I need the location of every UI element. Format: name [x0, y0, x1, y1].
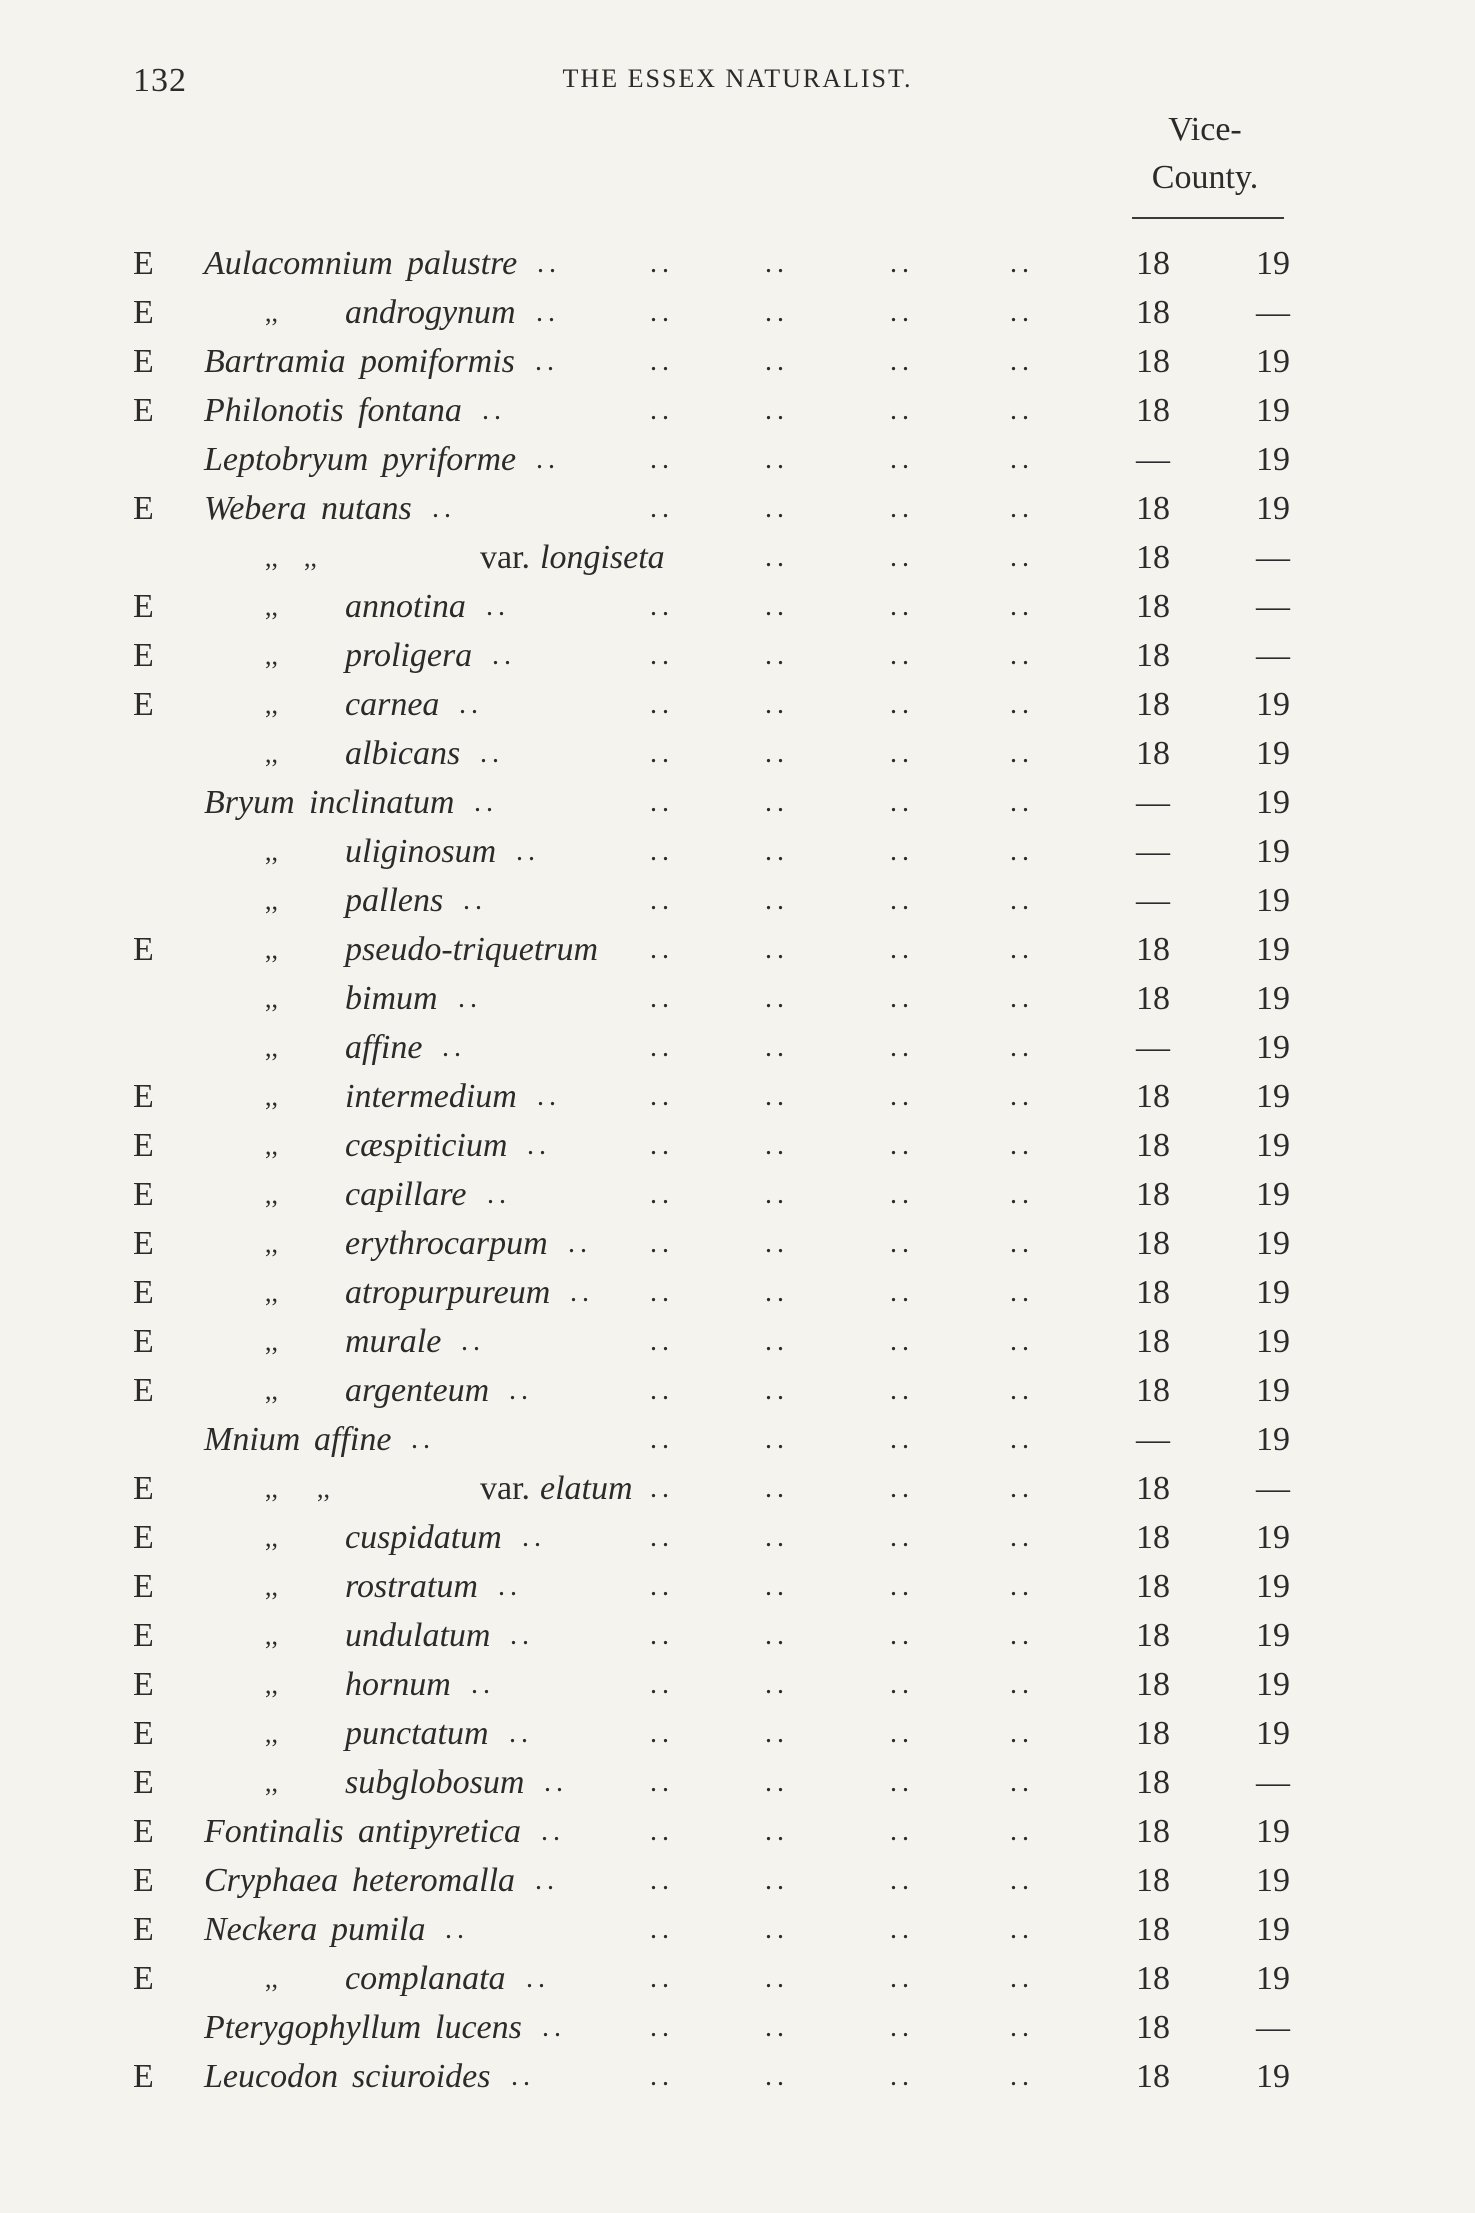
- vice-county-19-cell: 19: [1256, 490, 1290, 527]
- species-name: affine: [345, 1029, 423, 1066]
- species-name: affine: [314, 1421, 392, 1458]
- table-row: ,, albicans .. .. .. .. .. 18 19: [0, 729, 1475, 778]
- species-name: antipyretica: [358, 1813, 522, 1850]
- table-row: E ,, capillare .. .. .. .. .. 18 19: [0, 1170, 1475, 1219]
- vice-county-18-cell: 18: [1136, 1372, 1170, 1409]
- table-row: E ,, annotina .. .. .. .. .. 18 —: [0, 582, 1475, 631]
- vice-county-18-cell: 18: [1136, 1127, 1170, 1164]
- essex-mark: E: [133, 1519, 154, 1556]
- species-name: cæspiticium: [345, 1127, 508, 1164]
- essex-mark: E: [133, 931, 154, 968]
- table-row: Pterygophyllum lucens .. .. .. .. .. 18 —: [0, 2003, 1475, 2052]
- table-row: E ,, rostratum .. .. .. .. .. 18 19: [0, 1562, 1475, 1611]
- essex-mark: E: [133, 1862, 154, 1899]
- vice-county-19-cell: 19: [1256, 980, 1290, 1017]
- table-row: E ,, androgynum .. .. .. .. .. 18 —: [0, 288, 1475, 337]
- table-row: ,, pallens .. .. .. .. .. — 19: [0, 876, 1475, 925]
- table-row: E ,, undulatum .. .. .. .. .. 18 19: [0, 1611, 1475, 1660]
- vice-county-18-cell: —: [1136, 1029, 1170, 1066]
- ditto-mark: ,,: [265, 984, 278, 1013]
- essex-mark: E: [133, 686, 154, 723]
- vice-county-18-cell: 18: [1136, 1568, 1170, 1605]
- table-row: E ,, pseudo-triquetrum .. .. .. .. 18 19: [0, 925, 1475, 974]
- vice-county-18-cell: 18: [1136, 1862, 1170, 1899]
- genus-name: Bryum: [204, 784, 295, 821]
- table-row: E Aulacomnium palustre .. .. .. .. .. 18 19: [0, 239, 1475, 288]
- ditto-mark: ,,: [265, 1621, 278, 1650]
- vice-county-19-cell: —: [1256, 539, 1290, 576]
- ditto-mark: ,,: [265, 1229, 278, 1258]
- ditto-mark: ,,: [265, 1180, 278, 1209]
- table-row: E ,, erythrocarpum .. .. .. .. .. 18 19: [0, 1219, 1475, 1268]
- vice-county-18-cell: —: [1136, 784, 1170, 821]
- essex-mark: E: [133, 1960, 154, 1997]
- vice-county-18-cell: 18: [1136, 1274, 1170, 1311]
- species-name: proligera: [345, 637, 473, 674]
- vice-county-19-cell: —: [1256, 637, 1290, 674]
- essex-mark: E: [133, 1715, 154, 1752]
- vice-county-19-cell: 19: [1256, 245, 1290, 282]
- vice-county-18-cell: 18: [1136, 588, 1170, 625]
- table-row: ,, ,, var. longiseta .. .. .. 18 —: [0, 533, 1475, 582]
- vice-county-18-cell: 18: [1136, 245, 1170, 282]
- ditto-mark: ,,: [265, 592, 278, 621]
- vice-county-19-cell: 19: [1256, 1519, 1290, 1556]
- ditto-mark: ,,: [265, 1033, 278, 1062]
- vice-county-18-cell: 18: [1136, 392, 1170, 429]
- ditto-mark: ,,: [265, 1768, 278, 1797]
- essex-mark: E: [133, 392, 154, 429]
- vice-county-18-cell: 18: [1136, 343, 1170, 380]
- ditto-mark: ,,: [265, 1278, 278, 1307]
- genus-name: Webera: [204, 490, 307, 527]
- species-name: heteromalla: [352, 1862, 516, 1899]
- variety-label: var.: [480, 539, 531, 576]
- vice-county-18-cell: 18: [1136, 637, 1170, 674]
- vice-county-18-cell: —: [1136, 882, 1170, 919]
- vice-county-19-cell: 19: [1256, 1960, 1290, 1997]
- ditto-mark: ,,: [265, 1082, 278, 1111]
- species-name: inclinatum: [309, 784, 455, 821]
- vice-county-19-cell: 19: [1256, 1127, 1290, 1164]
- vice-county-18-cell: 18: [1136, 1666, 1170, 1703]
- table-row: E ,, cæspiticium .. .. .. .. .. 18 19: [0, 1121, 1475, 1170]
- vice-county-18-cell: 18: [1136, 294, 1170, 331]
- table-row: E Fontinalis antipyretica .. .. .. .. .. 18 19: [0, 1807, 1475, 1856]
- vice-county-18-cell: 18: [1136, 539, 1170, 576]
- vice-county-19-cell: —: [1256, 1764, 1290, 1801]
- essex-mark: E: [133, 1372, 154, 1409]
- table-row: E ,, hornum .. .. .. .. .. 18 19: [0, 1660, 1475, 1709]
- species-name: fontana: [358, 392, 462, 429]
- table-row: ,, bimum .. .. .. .. .. 18 19: [0, 974, 1475, 1023]
- species-name: argenteum: [345, 1372, 490, 1409]
- species-name: pallens: [345, 882, 444, 919]
- species-name: intermedium: [345, 1078, 517, 1115]
- vice-county-19-cell: 19: [1256, 1029, 1290, 1066]
- genus-name: Cryphaea: [204, 1862, 339, 1899]
- ditto-mark: ,,: [265, 1131, 278, 1160]
- species-name: cuspidatum: [345, 1519, 502, 1556]
- vice-county-18-cell: 18: [1136, 1715, 1170, 1752]
- vice-county-18-cell: 18: [1136, 980, 1170, 1017]
- vice-county-18-cell: 18: [1136, 1519, 1170, 1556]
- ditto-mark: ,,: [265, 1523, 278, 1552]
- table-row: E ,, intermedium .. .. .. .. .. 18 19: [0, 1072, 1475, 1121]
- vice-county-19-cell: 19: [1256, 2058, 1290, 2095]
- vice-county-19-cell: 19: [1256, 784, 1290, 821]
- vice-county-19-cell: 19: [1256, 1715, 1290, 1752]
- essex-mark: E: [133, 1617, 154, 1654]
- species-name: annotina: [345, 588, 466, 625]
- heading-rule: [1132, 217, 1284, 219]
- vice-county-19-cell: 19: [1256, 441, 1290, 478]
- essex-mark: E: [133, 1764, 154, 1801]
- vice-county-18-cell: 18: [1136, 735, 1170, 772]
- species-name: nutans: [321, 490, 412, 527]
- vice-county-18-cell: 18: [1136, 931, 1170, 968]
- ditto-mark: ,,: [265, 1719, 278, 1748]
- essex-mark: E: [133, 245, 154, 282]
- table-row: E ,, carnea .. .. .. .. .. 18 19: [0, 680, 1475, 729]
- essex-mark: E: [133, 1127, 154, 1164]
- genus-name: Mnium: [204, 1421, 301, 1458]
- species-name: atropurpureum: [345, 1274, 551, 1311]
- vice-county-18-cell: 18: [1136, 1176, 1170, 1213]
- table-row: E ,, subglobosum .. .. .. .. .. 18 —: [0, 1758, 1475, 1807]
- species-name: pseudo-triquetrum: [345, 931, 599, 968]
- vice-county-18-cell: 18: [1136, 686, 1170, 723]
- vice-county-18-cell: 18: [1136, 2058, 1170, 2095]
- species-name: undulatum: [345, 1617, 491, 1654]
- species-name: sciuroides: [352, 2058, 491, 2095]
- vice-county-19-cell: 19: [1256, 343, 1290, 380]
- vice-county-19-cell: 19: [1256, 882, 1290, 919]
- table-row: E Leucodon sciuroides .. .. .. .. .. 18 19: [0, 2052, 1475, 2101]
- species-name: carnea: [345, 686, 440, 723]
- vice-county-19-cell: —: [1256, 588, 1290, 625]
- ditto-mark: ,,: [265, 1670, 278, 1699]
- species-name: pomiformis: [360, 343, 515, 380]
- vice-county-18-cell: 18: [1136, 1078, 1170, 1115]
- variety-name: elatum: [540, 1470, 633, 1507]
- table-row: E Webera nutans .. .. .. .. .. 18 19: [0, 484, 1475, 533]
- variety-label: var.: [480, 1470, 531, 1507]
- vice-county-19-cell: —: [1256, 1470, 1290, 1507]
- vice-county-18-cell: 18: [1136, 1813, 1170, 1850]
- species-name: lucens: [435, 2009, 522, 2046]
- essex-mark: E: [133, 1176, 154, 1213]
- essex-mark: E: [133, 1225, 154, 1262]
- species-name: punctatum: [345, 1715, 489, 1752]
- table-row: Mnium affine .. .. .. .. .. — 19: [0, 1415, 1475, 1464]
- species-name: palustre: [407, 245, 518, 282]
- vice-county-19-cell: —: [1256, 294, 1290, 331]
- essex-mark: E: [133, 294, 154, 331]
- table-row: E ,, murale .. .. .. .. .. 18 19: [0, 1317, 1475, 1366]
- vice-county-19-cell: 19: [1256, 735, 1290, 772]
- species-name: pumila: [331, 1911, 426, 1948]
- vice-county-18-cell: 18: [1136, 1225, 1170, 1262]
- vice-county-19-cell: 19: [1256, 1911, 1290, 1948]
- species-name: subglobosum: [345, 1764, 525, 1801]
- essex-mark: E: [133, 490, 154, 527]
- vice-county-18-cell: 18: [1136, 490, 1170, 527]
- table-row: E ,, atropurpureum .. .. .. .. .. 18 19: [0, 1268, 1475, 1317]
- table-row: E ,, punctatum .. .. .. .. .. 18 19: [0, 1709, 1475, 1758]
- species-name: rostratum: [345, 1568, 478, 1605]
- ditto-mark: ,,: [265, 886, 278, 915]
- vice-county-19-cell: 19: [1256, 1813, 1290, 1850]
- species-name: albicans: [345, 735, 461, 772]
- genus-name: Bartramia: [204, 343, 346, 380]
- species-name: capillare: [345, 1176, 467, 1213]
- vice-county-18-cell: —: [1136, 1421, 1170, 1458]
- vice-county-18-cell: 18: [1136, 1323, 1170, 1360]
- table-row: E Bartramia pomiformis .. .. .. .. .. 18 19: [0, 337, 1475, 386]
- running-title: THE ESSEX NATURALIST.: [562, 64, 913, 93]
- essex-mark: E: [133, 1911, 154, 1948]
- vice-county-heading-line2: County.: [1151, 159, 1259, 196]
- vice-county-19-cell: —: [1256, 2009, 1290, 2046]
- genus-name: Leptobryum: [204, 441, 369, 478]
- vice-county-18-cell: —: [1136, 441, 1170, 478]
- ditto-mark: ,,: [265, 739, 278, 768]
- vice-county-18-cell: —: [1136, 833, 1170, 870]
- genus-name: Neckera: [204, 1911, 318, 1948]
- essex-mark: E: [133, 1323, 154, 1360]
- vice-county-19-cell: 19: [1256, 1862, 1290, 1899]
- table-row: E ,, proligera .. .. .. .. .. 18 —: [0, 631, 1475, 680]
- vice-county-18-cell: 18: [1136, 1764, 1170, 1801]
- table-row: E Philonotis fontana .. .. .. .. .. 18 19: [0, 386, 1475, 435]
- essex-mark: E: [133, 1470, 154, 1507]
- species-name: uliginosum: [345, 833, 497, 870]
- table-row: Bryum inclinatum .. .. .. .. .. — 19: [0, 778, 1475, 827]
- table-row: ,, uliginosum .. .. .. .. .. — 19: [0, 827, 1475, 876]
- ditto-mark: ,,: [265, 298, 278, 327]
- table-row: E ,, ,, var. elatum .. .. .. .. 18 —: [0, 1464, 1475, 1513]
- vice-county-19-cell: 19: [1256, 931, 1290, 968]
- vice-county-19-cell: 19: [1256, 1617, 1290, 1654]
- vice-county-19-cell: 19: [1256, 1666, 1290, 1703]
- vice-county-19-cell: 19: [1256, 833, 1290, 870]
- essex-mark: E: [133, 1568, 154, 1605]
- essex-mark: E: [133, 637, 154, 674]
- variety-name: longiseta: [540, 539, 665, 576]
- genus-name: Pterygophyllum: [204, 2009, 422, 2046]
- table-row: ,, affine .. .. .. .. .. — 19: [0, 1023, 1475, 1072]
- ditto-mark: ,,: [265, 935, 278, 964]
- page-number: 132: [133, 62, 187, 99]
- ditto-mark: ,, ,,: [265, 1474, 330, 1503]
- vice-county-19-cell: 19: [1256, 1421, 1290, 1458]
- vice-county-heading: [1120, 106, 1290, 202]
- table-row: E Cryphaea heteromalla .. .. .. .. .. 18 19: [0, 1856, 1475, 1905]
- essex-mark: E: [133, 1813, 154, 1850]
- table-row: Leptobryum pyriforme .. .. .. .. .. — 19: [0, 435, 1475, 484]
- vice-county-heading-line1: Vice-: [1168, 111, 1242, 148]
- ditto-mark: ,, ,,: [265, 543, 317, 572]
- essex-mark: E: [133, 343, 154, 380]
- ditto-mark: ,,: [265, 837, 278, 866]
- species-name: bimum: [345, 980, 438, 1017]
- ditto-mark: ,,: [265, 641, 278, 670]
- vice-county-18-cell: 18: [1136, 2009, 1170, 2046]
- vice-county-18-cell: 18: [1136, 1470, 1170, 1507]
- species-name: murale: [345, 1323, 442, 1360]
- essex-mark: E: [133, 1274, 154, 1311]
- ditto-mark: ,,: [265, 1327, 278, 1356]
- genus-name: Philonotis: [204, 392, 344, 429]
- essex-mark: E: [133, 1666, 154, 1703]
- vice-county-19-cell: 19: [1256, 1176, 1290, 1213]
- genus-name: Aulacomnium: [204, 245, 393, 282]
- table-row: E ,, argenteum .. .. .. .. .. 18 19: [0, 1366, 1475, 1415]
- genus-name: Leucodon: [204, 2058, 339, 2095]
- vice-county-18-cell: 18: [1136, 1911, 1170, 1948]
- ditto-mark: ,,: [265, 690, 278, 719]
- vice-county-19-cell: 19: [1256, 1323, 1290, 1360]
- species-name: androgynum: [345, 294, 516, 331]
- vice-county-19-cell: 19: [1256, 1372, 1290, 1409]
- ditto-mark: ,,: [265, 1964, 278, 1993]
- species-name: complanata: [345, 1960, 506, 1997]
- table-row: E ,, complanata .. .. .. .. .. 18 19: [0, 1954, 1475, 2003]
- vice-county-19-cell: 19: [1256, 392, 1290, 429]
- vice-county-18-cell: 18: [1136, 1960, 1170, 1997]
- vice-county-18-cell: 18: [1136, 1617, 1170, 1654]
- species-list: [0, 239, 1475, 2101]
- vice-county-19-cell: 19: [1256, 1274, 1290, 1311]
- species-name: erythrocarpum: [345, 1225, 548, 1262]
- ditto-mark: ,,: [265, 1376, 278, 1405]
- vice-county-19-cell: 19: [1256, 1225, 1290, 1262]
- table-row: E Neckera pumila .. .. .. .. .. 18 19: [0, 1905, 1475, 1954]
- genus-name: Fontinalis: [204, 1813, 344, 1850]
- vice-county-19-cell: 19: [1256, 1568, 1290, 1605]
- vice-county-19-cell: 19: [1256, 1078, 1290, 1115]
- ditto-mark: ,,: [265, 1572, 278, 1601]
- species-name: hornum: [345, 1666, 451, 1703]
- essex-mark: E: [133, 1078, 154, 1115]
- vice-county-19-cell: 19: [1256, 686, 1290, 723]
- table-row: E ,, cuspidatum .. .. .. .. .. 18 19: [0, 1513, 1475, 1562]
- essex-mark: E: [133, 588, 154, 625]
- species-name: pyriforme: [382, 441, 517, 478]
- essex-mark: E: [133, 2058, 154, 2095]
